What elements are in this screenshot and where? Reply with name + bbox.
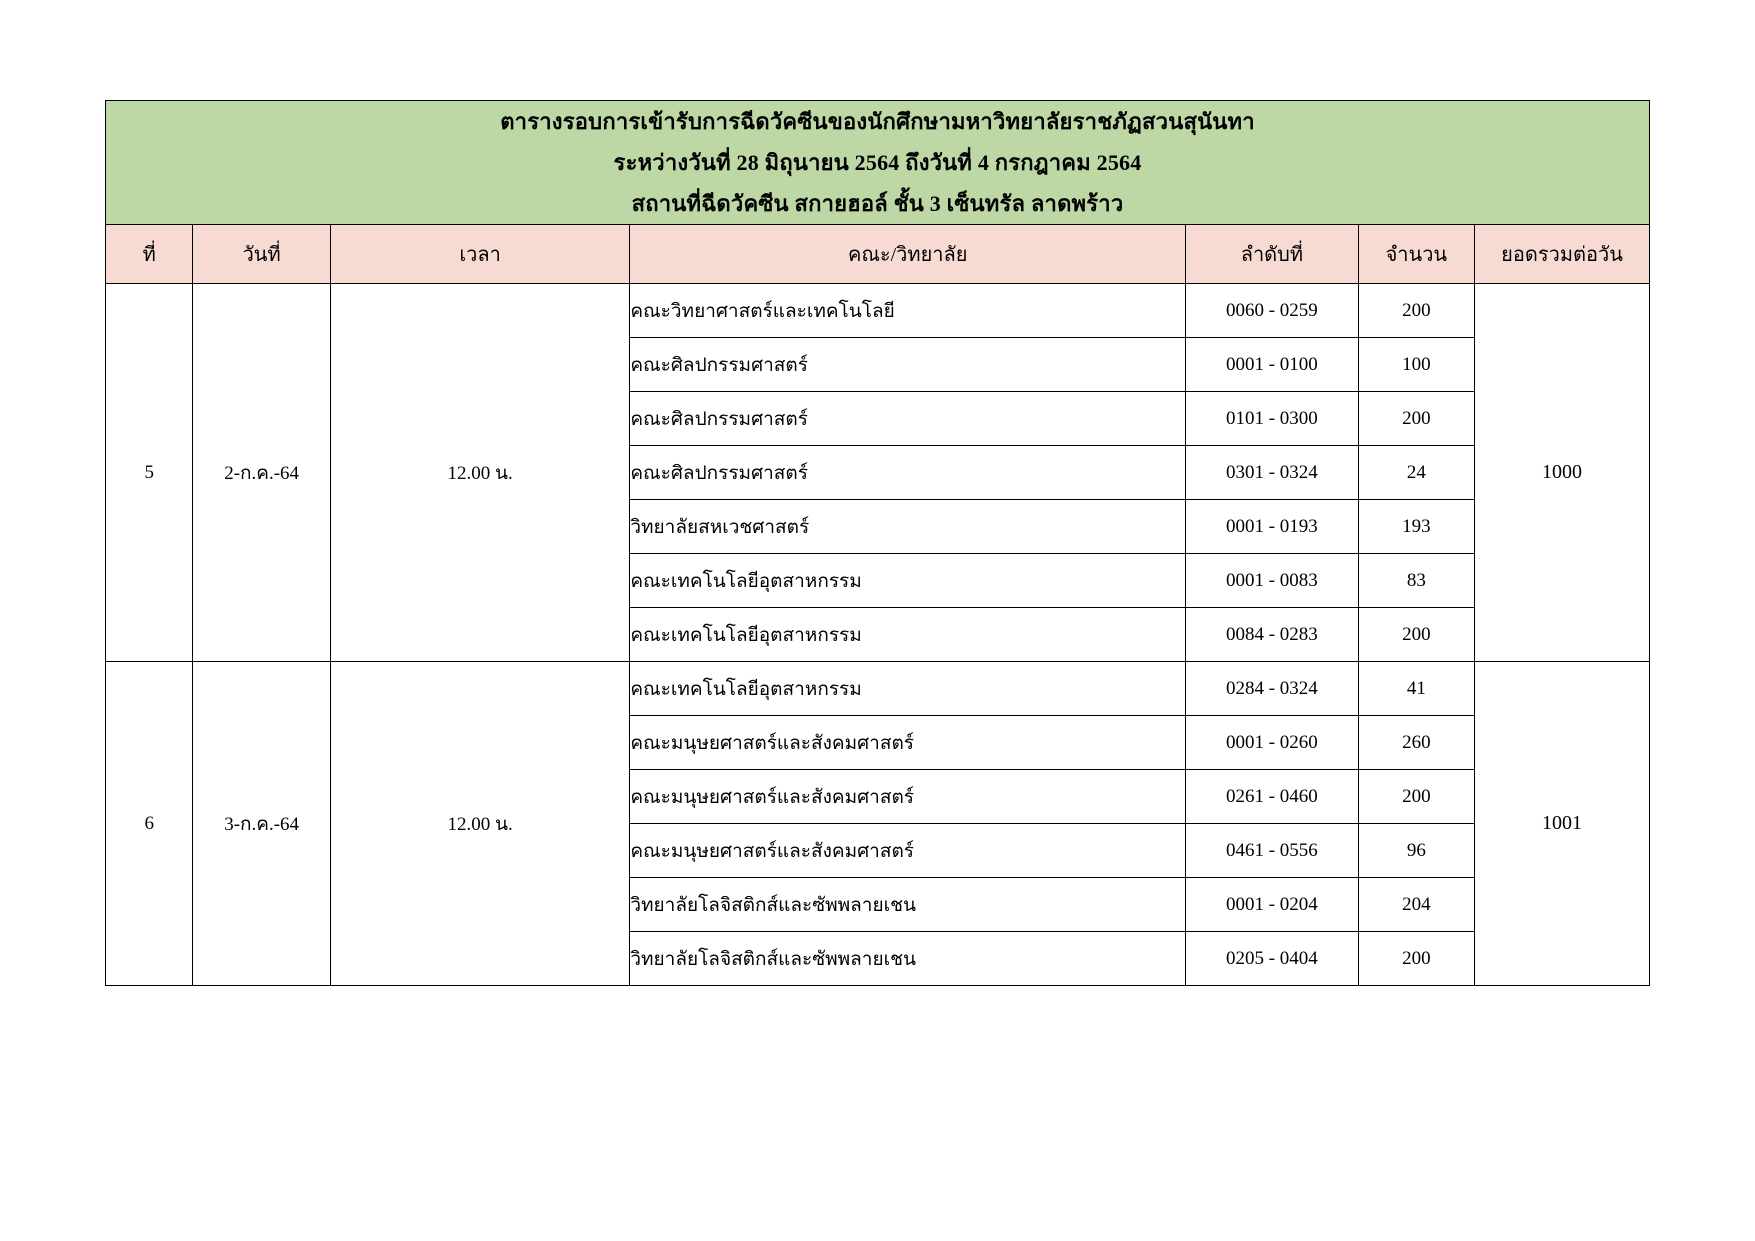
faculty-cell: คณะเทคโนโลยีอุตสาหกรรม	[630, 554, 1186, 608]
faculty-cell: คณะวิทยาศาสตร์และเทคโนโลยี	[630, 284, 1186, 338]
sequence-range-cell: 0001 - 0260	[1186, 716, 1358, 770]
schedule-table-container	[105, 100, 1650, 986]
sequence-range-cell: 0001 - 0100	[1186, 338, 1358, 392]
column-header: ลำดับที่	[1186, 225, 1358, 284]
faculty-cell: วิทยาลัยสหเวชศาสตร์	[630, 500, 1186, 554]
faculty-cell: คณะมนุษยศาสตร์และสังคมศาสตร์	[630, 770, 1186, 824]
time-cell: 12.00 น.	[330, 284, 629, 662]
count-cell: 200	[1358, 932, 1475, 986]
sequence-range-cell: 0001 - 0193	[1186, 500, 1358, 554]
count-cell: 200	[1358, 284, 1475, 338]
sequence-range-cell: 0284 - 0324	[1186, 662, 1358, 716]
faculty-cell: คณะมนุษยศาสตร์และสังคมศาสตร์	[630, 824, 1186, 878]
faculty-cell: คณะเทคโนโลยีอุตสาหกรรม	[630, 608, 1186, 662]
column-header: เวลา	[330, 225, 629, 284]
sequence-range-cell: 0205 - 0404	[1186, 932, 1358, 986]
sequence-range-cell: 0060 - 0259	[1186, 284, 1358, 338]
banner-line: สถานที่ฉีดวัคซีน สกายฮอล์ ชั้น 3 เซ็นทรัล ลาดพร้าว	[631, 191, 1124, 217]
daily-total-cell: 1001	[1475, 662, 1650, 986]
faculty-cell: คณะศิลปกรรมศาสตร์	[630, 338, 1186, 392]
count-cell: 204	[1358, 878, 1475, 932]
sequence-range-cell: 0084 - 0283	[1186, 608, 1358, 662]
document-title-banner	[106, 101, 1650, 225]
count-cell: 96	[1358, 824, 1475, 878]
table-row	[106, 662, 1650, 716]
count-cell: 100	[1358, 338, 1475, 392]
count-cell: 200	[1358, 392, 1475, 446]
column-header: จำนวน	[1358, 225, 1475, 284]
sequence-range-cell: 0261 - 0460	[1186, 770, 1358, 824]
column-header: ที่	[106, 225, 193, 284]
banner-line: ระหว่างวันที่ 28 มิถุนายน 2564 ถึงวันที่ 4 กรกฎาคม 2564	[613, 150, 1142, 176]
count-cell: 193	[1358, 500, 1475, 554]
sequence-range-cell: 0001 - 0083	[1186, 554, 1358, 608]
column-header: วันที่	[193, 225, 330, 284]
column-header: ยอดรวมต่อวัน	[1475, 225, 1650, 284]
count-cell: 24	[1358, 446, 1475, 500]
faculty-cell: คณะมนุษยศาสตร์และสังคมศาสตร์	[630, 716, 1186, 770]
faculty-cell: วิทยาลัยโลจิสติกส์และซัพพลายเชน	[630, 878, 1186, 932]
banner-line: ตารางรอบการเข้ารับการฉีดวัคซีนของนักศึกษามหาวิทยาลัยราชภัฏสวนสุนันทา	[500, 109, 1255, 134]
sequence-range-cell: 0001 - 0204	[1186, 878, 1358, 932]
count-cell: 83	[1358, 554, 1475, 608]
row-index-cell: 5	[106, 284, 193, 662]
table-row	[106, 284, 1650, 338]
row-index-cell: 6	[106, 662, 193, 986]
faculty-cell: คณะเทคโนโลยีอุตสาหกรรม	[630, 662, 1186, 716]
column-header: คณะ/วิทยาลัย	[630, 225, 1186, 284]
count-cell: 41	[1358, 662, 1475, 716]
faculty-cell: วิทยาลัยโลจิสติกส์และซัพพลายเชน	[630, 932, 1186, 986]
column-header-row	[106, 225, 1650, 284]
time-cell: 12.00 น.	[330, 662, 629, 986]
sequence-range-cell: 0101 - 0300	[1186, 392, 1358, 446]
vaccination-schedule-table	[105, 100, 1650, 986]
count-cell: 260	[1358, 716, 1475, 770]
count-cell: 200	[1358, 770, 1475, 824]
banner-row	[106, 101, 1650, 225]
faculty-cell: คณะศิลปกรรมศาสตร์	[630, 392, 1186, 446]
daily-total-cell: 1000	[1475, 284, 1650, 662]
faculty-cell: คณะศิลปกรรมศาสตร์	[630, 446, 1186, 500]
sequence-range-cell: 0461 - 0556	[1186, 824, 1358, 878]
date-cell: 3-ก.ค.-64	[193, 662, 330, 986]
sequence-range-cell: 0301 - 0324	[1186, 446, 1358, 500]
count-cell: 200	[1358, 608, 1475, 662]
date-cell: 2-ก.ค.-64	[193, 284, 330, 662]
